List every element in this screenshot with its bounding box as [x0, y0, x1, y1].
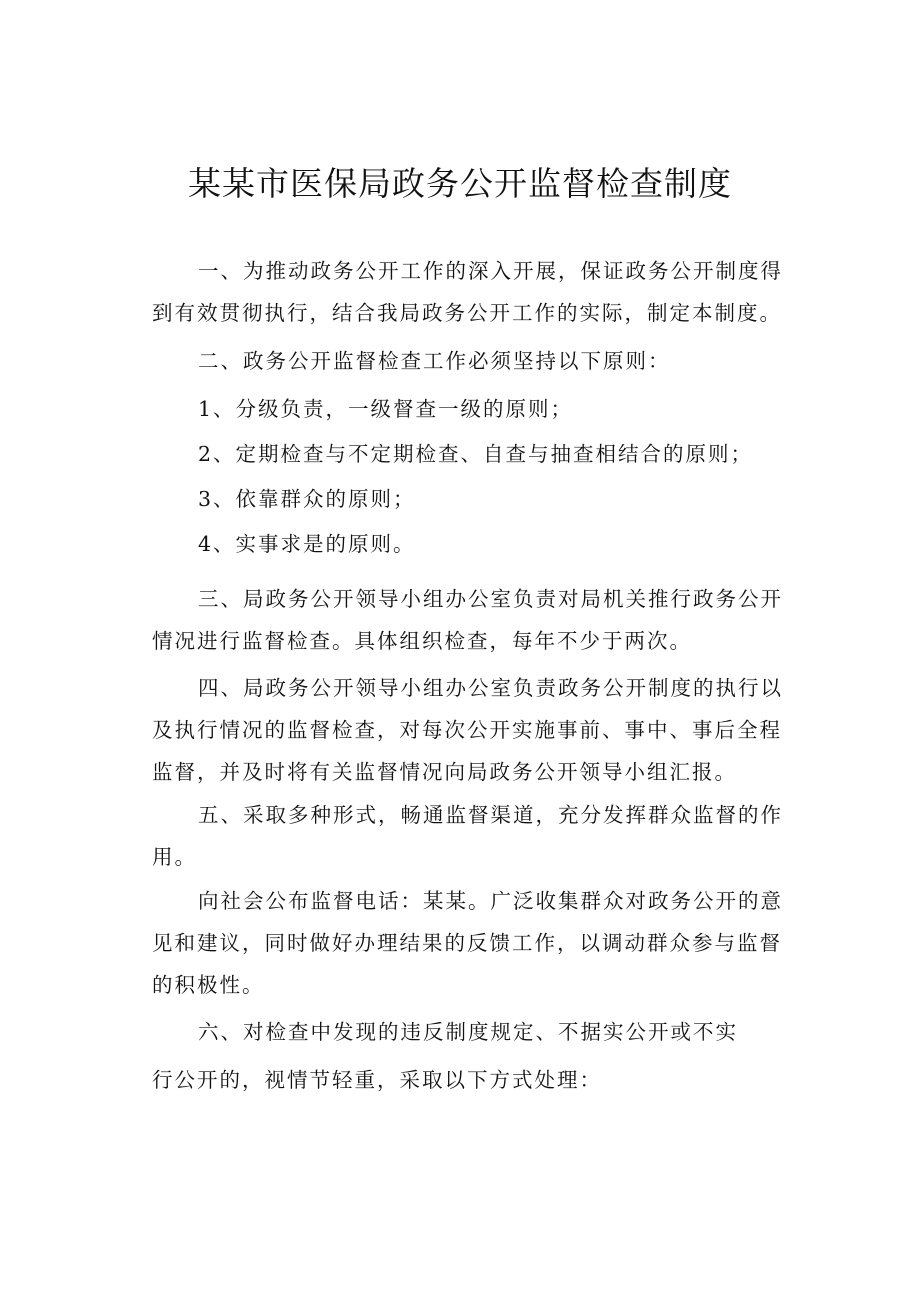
principle-item-3: 3、依靠群众的原则； [198, 487, 416, 511]
paragraph-1: 一、为推动政务公开工作的深入开展，保证政务公开制度得到有效贯彻执行，结合我局政务公开工作的实际，制定本制度。 [152, 259, 783, 325]
principle-item-1: 1、分级负责，一级督查一级的原则； [198, 397, 574, 421]
paragraph-7-line-2: 行公开的，视情节轻重，采取以下方式处理： [152, 1068, 602, 1092]
document-title: 某某市医保局政务公开监督检查制度 [188, 164, 732, 203]
paragraph-5: 五、采取多种形式，畅通监督渠道，充分发挥群众监督的作用。 [152, 803, 783, 869]
paragraph-6: 向社会公布监督电话：某某。广泛收集群众对政务公开的意见和建议，同时做好办理结果的反馈工作，以调动群众参与监督的积极性。 [152, 889, 783, 997]
paragraph-2: 二、政务公开监督检查工作必须坚持以下原则： [198, 349, 671, 373]
principle-item-2: 2、定期检查与不定期检查、自查与抽查相结合的原则； [198, 442, 754, 466]
paragraph-7-line-1: 六、对检查中发现的违反制度规定、不据实公开或不实 [198, 1020, 738, 1044]
paragraph-3: 三、局政务公开领导小组办公室负责对局机关推行政务公开情况进行监督检查。具体组织检查，每年不少于两次。 [152, 587, 783, 653]
paragraph-4: 四、局政务公开领导小组办公室负责政务公开制度的执行以及执行情况的监督检查，对每次公开实施事前、事中、事后全程监督，并及时将有关监督情况向局政务公开领导小组汇报。 [152, 676, 783, 784]
principle-item-4: 4、实事求是的原则。 [198, 532, 416, 556]
